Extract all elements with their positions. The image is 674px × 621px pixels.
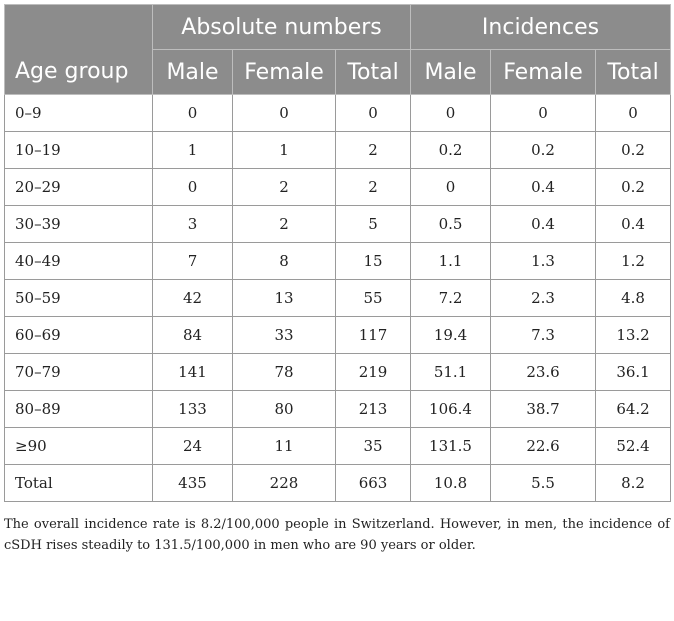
cell-abs-female: 2 [233,206,336,243]
cell-inc-total: 52.4 [596,428,671,465]
cell-abs-female: 8 [233,243,336,280]
cell-abs-male: 141 [153,354,233,391]
cell-inc-female: 38.7 [491,391,596,428]
cell-inc-male: 10.8 [411,465,491,502]
cell-abs-male: 1 [153,132,233,169]
header-inc-total: Total [596,50,671,95]
cell-inc-male: 1.1 [411,243,491,280]
cell-abs-total: 5 [336,206,411,243]
cell-inc-male: 0 [411,95,491,132]
cell-inc-total: 0.4 [596,206,671,243]
cell-inc-female: 0.2 [491,132,596,169]
table-row [5,354,671,391]
cell-inc-female: 5.5 [491,465,596,502]
cell-age: 10–19 [5,132,153,169]
cell-abs-total: 55 [336,280,411,317]
header-abs-total: Total [336,50,411,95]
table-footnote: The overall incidence rate is 8.2/100,000 people in Switzerland. However, in men, the incidence of cSDH rises steadily to 131.5/100,000 in men who are 90 years or older. [4,517,670,553]
cell-inc-male: 0.2 [411,132,491,169]
cell-abs-total: 15 [336,243,411,280]
cell-inc-female: 0.4 [491,169,596,206]
header-abs-female: Female [233,50,336,95]
cell-inc-total: 13.2 [596,317,671,354]
cell-abs-female: 1 [233,132,336,169]
cell-abs-female: 0 [233,95,336,132]
cell-inc-total: 8.2 [596,465,671,502]
cell-abs-female: 33 [233,317,336,354]
cell-inc-female: 1.3 [491,243,596,280]
header-row-groups [5,5,671,50]
cell-age: Total [5,465,153,502]
cell-abs-total: 2 [336,169,411,206]
table-row [5,280,671,317]
table-row [5,317,671,354]
cell-abs-female: 13 [233,280,336,317]
cell-inc-male: 0.5 [411,206,491,243]
cell-inc-male: 131.5 [411,428,491,465]
table-row [5,95,671,132]
cell-inc-total: 4.8 [596,280,671,317]
cell-inc-total: 0.2 [596,132,671,169]
cell-abs-female: 2 [233,169,336,206]
cell-inc-female: 0.4 [491,206,596,243]
cell-abs-total: 213 [336,391,411,428]
cell-abs-male: 0 [153,95,233,132]
cell-abs-total: 117 [336,317,411,354]
cell-age: 70–79 [5,354,153,391]
cell-inc-female: 22.6 [491,428,596,465]
cell-abs-female: 11 [233,428,336,465]
cell-abs-female: 228 [233,465,336,502]
cell-inc-female: 7.3 [491,317,596,354]
cell-inc-male: 106.4 [411,391,491,428]
cell-inc-total: 0 [596,95,671,132]
cell-abs-female: 78 [233,354,336,391]
cell-inc-total: 1.2 [596,243,671,280]
cell-inc-total: 64.2 [596,391,671,428]
header-abs-male: Male [153,50,233,95]
cell-abs-total: 219 [336,354,411,391]
table-row [5,428,671,465]
table-container [4,4,670,556]
cell-age: 80–89 [5,391,153,428]
table-row [5,206,671,243]
cell-age: 50–59 [5,280,153,317]
table-row-total [5,465,671,502]
cell-abs-male: 435 [153,465,233,502]
cell-inc-total: 0.2 [596,169,671,206]
cell-age: 0–9 [5,95,153,132]
cell-inc-male: 19.4 [411,317,491,354]
header-age-group: Age group [5,5,153,95]
table-row [5,132,671,169]
cell-inc-male: 0 [411,169,491,206]
cell-age: 60–69 [5,317,153,354]
cell-abs-total: 663 [336,465,411,502]
header-incidences: Incidences [411,5,671,50]
cell-inc-total: 36.1 [596,354,671,391]
cell-abs-male: 84 [153,317,233,354]
cell-abs-male: 3 [153,206,233,243]
cell-inc-male: 7.2 [411,280,491,317]
cell-inc-male: 51.1 [411,354,491,391]
header-inc-male: Male [411,50,491,95]
cell-age: 30–39 [5,206,153,243]
cell-abs-male: 42 [153,280,233,317]
cell-abs-total: 2 [336,132,411,169]
cell-abs-male: 7 [153,243,233,280]
cell-age: 40–49 [5,243,153,280]
table-row [5,391,671,428]
header-inc-female: Female [491,50,596,95]
cell-abs-male: 0 [153,169,233,206]
cell-age: ≥90 [5,428,153,465]
cell-abs-female: 80 [233,391,336,428]
table-row [5,243,671,280]
cell-abs-male: 24 [153,428,233,465]
cell-abs-male: 133 [153,391,233,428]
table-row [5,169,671,206]
header-absolute-numbers: Absolute numbers [153,5,411,50]
incidence-table [4,4,671,502]
cell-abs-total: 35 [336,428,411,465]
cell-inc-female: 2.3 [491,280,596,317]
cell-inc-female: 0 [491,95,596,132]
cell-inc-female: 23.6 [491,354,596,391]
cell-age: 20–29 [5,169,153,206]
cell-abs-total: 0 [336,95,411,132]
